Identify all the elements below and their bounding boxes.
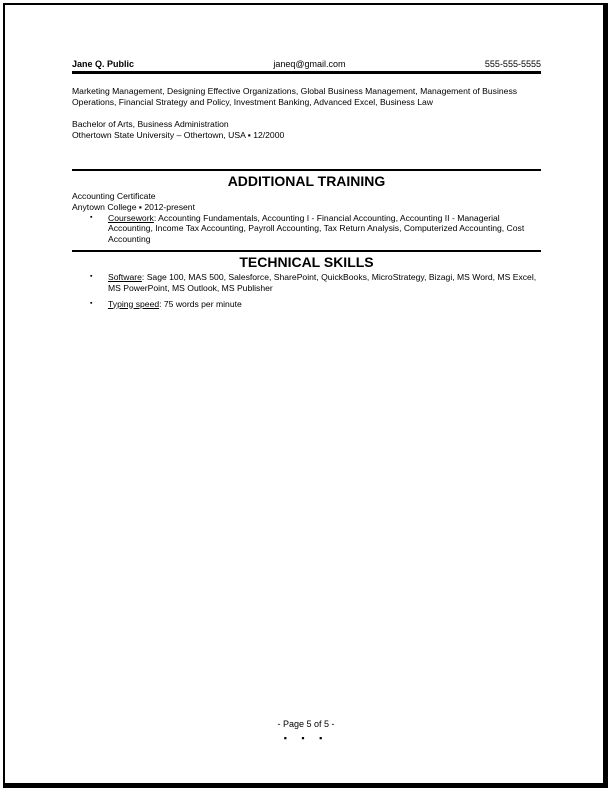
software-text: : Sage 100, MAS 500, Salesforce, SharePoint, QuickBooks, MicroStrategy, Bizagi, MS Word, MS Excel, MS PowerPoint, MS Outlook, MS Publisher <box>108 272 537 293</box>
list-item <box>72 213 541 245</box>
bullet-icon: ▪ <box>90 273 93 281</box>
page-number: - Page 5 of 5 - <box>277 719 335 729</box>
training-rule <box>72 169 541 171</box>
bullet-icon: ▪ <box>90 213 93 221</box>
training-list <box>72 213 541 245</box>
candidate-email: janeq@gmail.com <box>273 59 346 69</box>
skills-section-title: TECHNICAL SKILLS <box>239 254 374 271</box>
skills-list <box>72 272 541 309</box>
skills-summary: Marketing Management, Designing Effective Organizations, Global Business Management, Management of Business Operations, Financial Strategy and Policy, Investment Banking, Advanced Excel, Business Law <box>72 86 518 107</box>
footer-dots-icon: ▪ ▪ ▪ <box>283 733 329 743</box>
education-degree: Bachelor of Arts, Business Administration <box>72 119 229 130</box>
list-item <box>72 299 541 310</box>
header-rule <box>72 71 541 74</box>
contact-header <box>72 58 541 70</box>
candidate-name: Jane Q. Public <box>72 59 135 69</box>
education-school: Othertown State University – Othertown, USA ▪ 12/2000 <box>72 129 285 140</box>
training-school: Anytown College ▪ 2012-present <box>72 201 195 212</box>
list-item <box>72 272 541 293</box>
software-label: Software <box>108 272 142 283</box>
bullet-icon: ▪ <box>90 299 93 307</box>
candidate-phone: 555-555-5555 <box>484 59 541 69</box>
typing-speed-label: Typing speed <box>108 298 160 309</box>
training-certificate: Accounting Certificate <box>72 191 156 202</box>
skills-rule <box>72 250 541 252</box>
education-block <box>72 119 541 140</box>
resume-content <box>72 58 541 309</box>
coursework-text: : Accounting Fundamentals, Accounting I - Financial Accounting, Accounting II - Managerial Accounting, Income Tax Accounting, Payroll Accounting, Tax Return Analysis, Computerized Accounting, Cost Accounting <box>108 212 525 244</box>
training-section-title: ADDITIONAL TRAINING <box>227 173 386 190</box>
typing-speed-text: : 75 words per minute <box>159 298 242 309</box>
coursework-label: Coursework <box>108 212 154 223</box>
